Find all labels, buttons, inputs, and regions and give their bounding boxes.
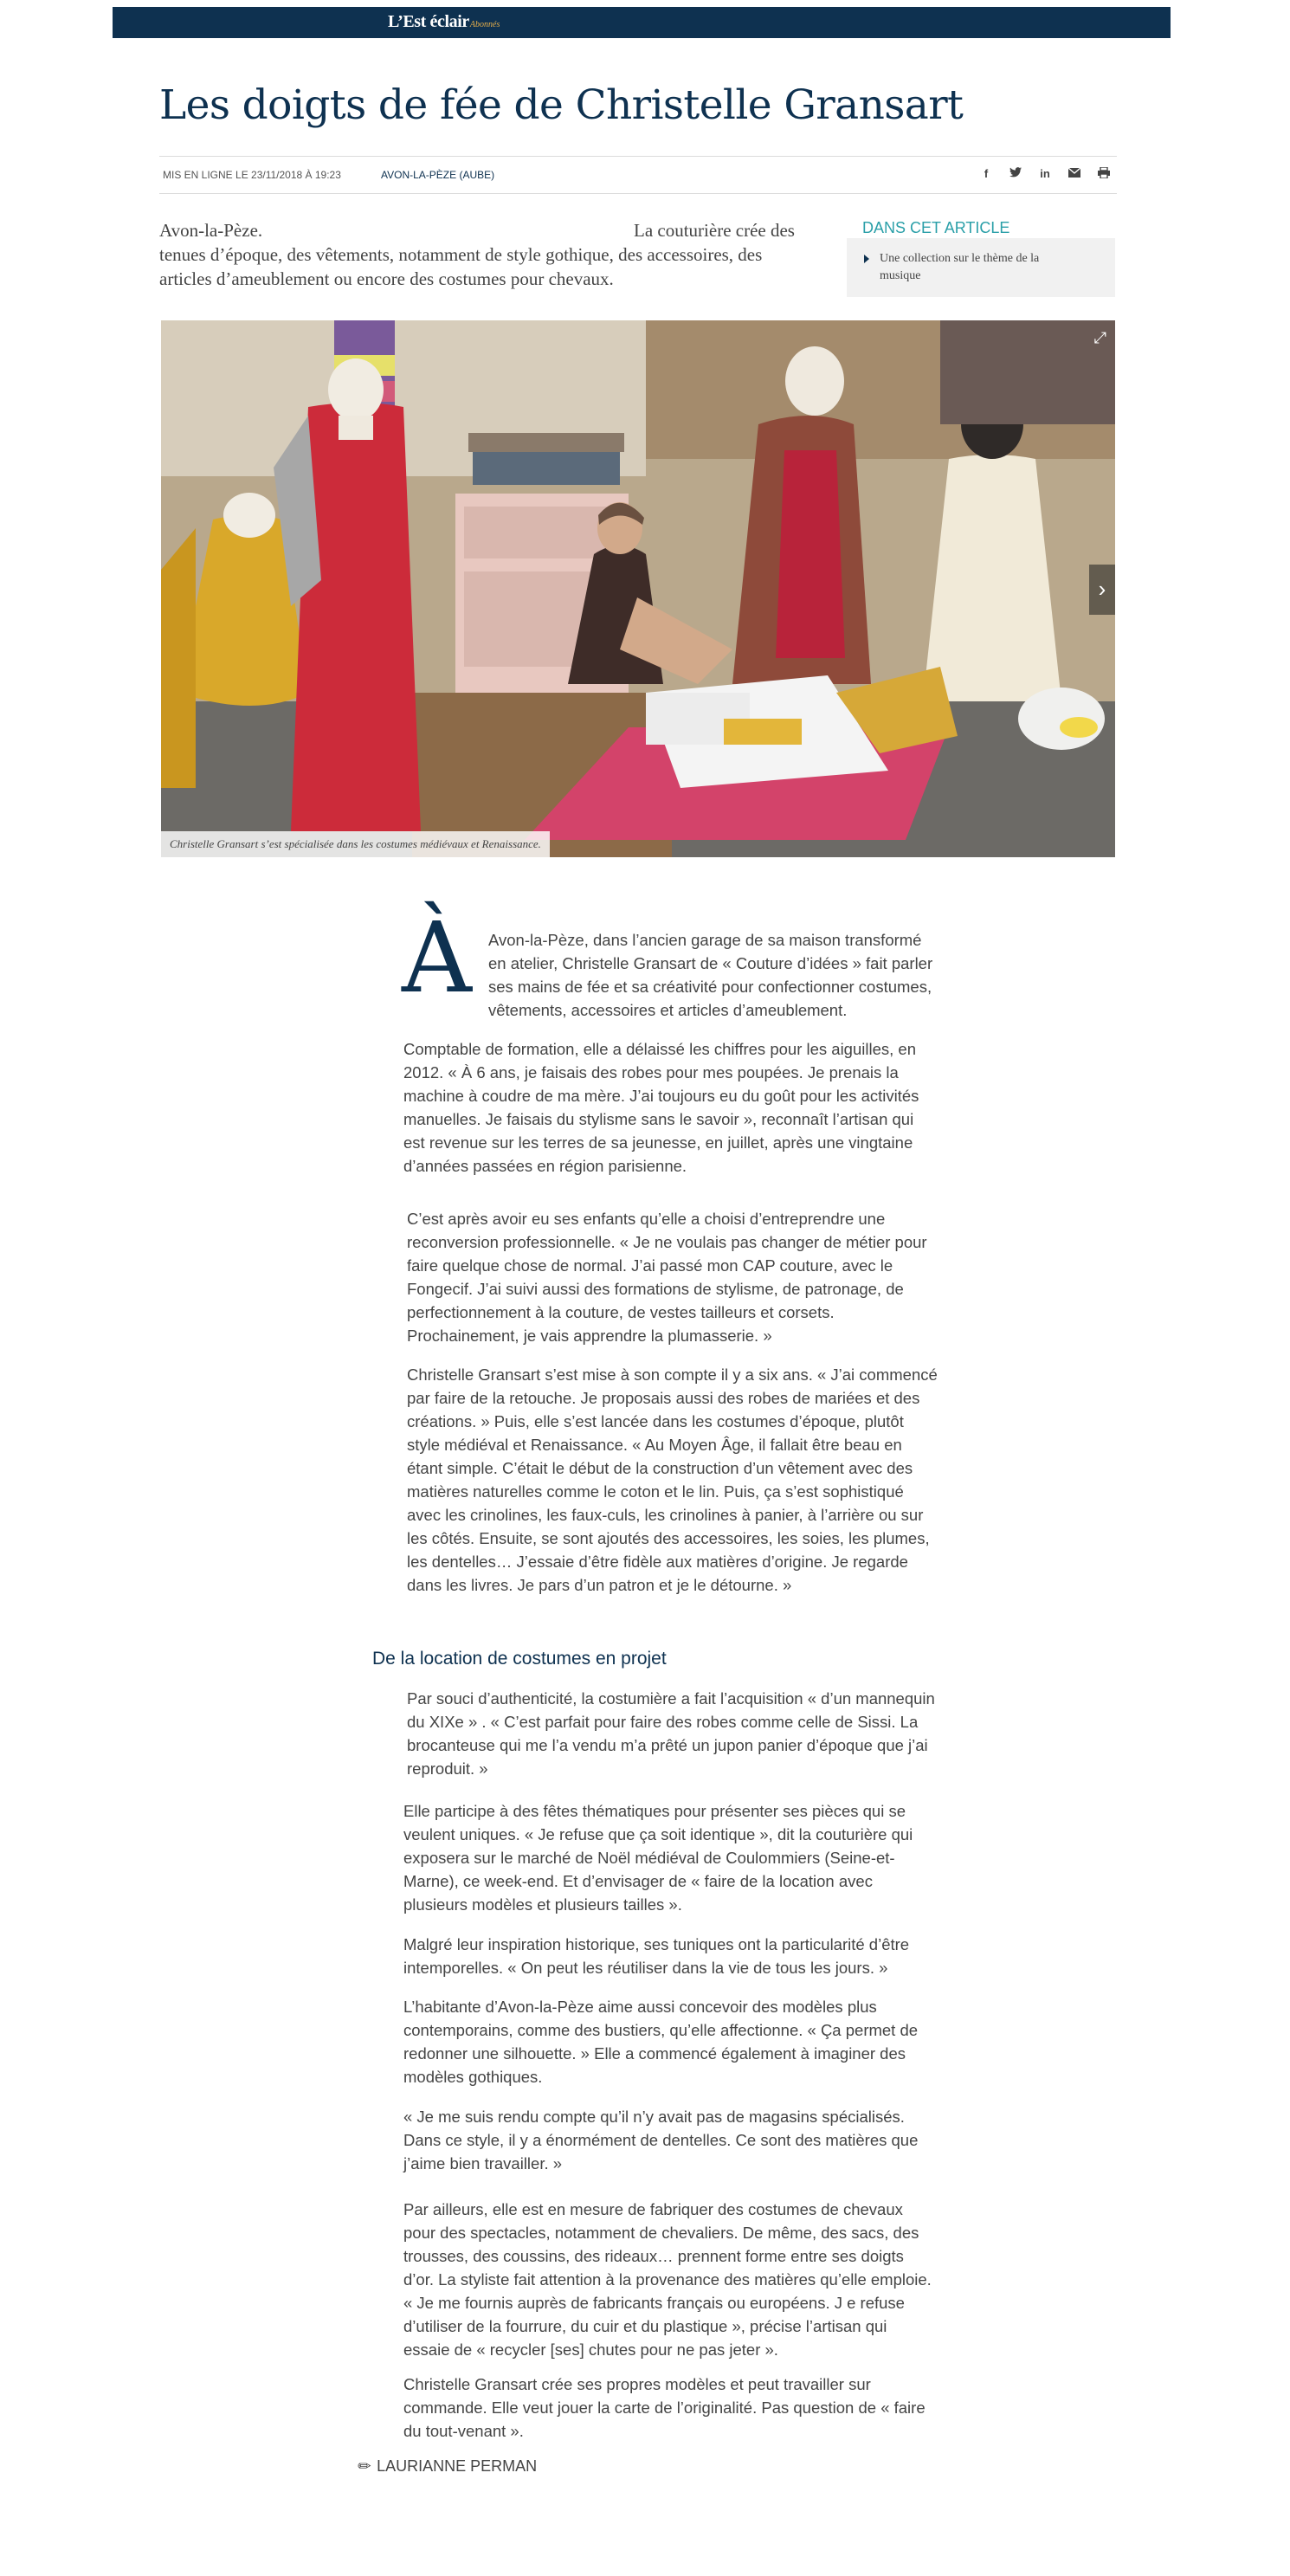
- article-photo[interactable]: [161, 320, 1115, 857]
- twitter-icon[interactable]: [1008, 167, 1023, 181]
- mail-icon[interactable]: [1067, 167, 1082, 181]
- paragraph: C’est après avoir eu ses enfants qu’elle a choisi d’entreprendre une reconversion professionnelle. « Je ne voulais pas changer de métier pour faire quelque chose de normal. J’ai passé mon CAP couture, avec le Fongecif. J’ai suivi aussi des formations de stylisme, de patronage, de perfectionnement à la couture, de vestes tailleurs et corsets. Prochainement, je vais apprendre la plumasserie. »: [407, 1210, 927, 1345]
- lead-text: La couturière crée des tenues d’époque, des vêtements, notamment de style gothique, des accessoires, des articles d’ameublement ou encore des costumes pour chevaux.: [159, 220, 795, 289]
- print-icon[interactable]: [1096, 167, 1112, 181]
- paragraph: Christelle Gransart s’est mise à son compte il y a six ans. « J’ai commencé par faire de la retouche. Je proposais aussi des robes de mariées et des créations. » Puis, elle s’est lancée dans les costumes d’époque, plutôt style médiéval et Renaissance. « Au Moyen Âge, il fallait être beau en étant simple. C’était le début de la construction d’un vêtement avec des matières naturelles comme le coton et le lin. Puis, ça s’est sophistiqué avec les crinolines, les faux-culs, les crinolines à panier, à l’arrière ou sur les côtés. Ensuite, se sont ajoutés des accessoires, les soies, les plumes, les dentelles… J’essaie d’être fidèle aux matières d’origine. Je regarde dans les livres. Je pars d’un patron et je le détourne. »: [407, 1365, 938, 1594]
- paragraph: Par souci d’authenticité, la costumière a fait l’acquisition « d’un mannequin du XIXe » . « C’est parfait pour faire des robes comme celle de Sissi. La brocanteuse qui me l’a vendu m’a prêté un jupon panier d’époque que j’ai reproduit. »: [407, 1689, 935, 1778]
- publish-date: MIS EN LIGNE LE 23/11/2018 À 19:23: [163, 169, 341, 181]
- share-icons: [978, 167, 1112, 181]
- paragraph: Christelle Gransart crée ses propres modèles et peut travailler sur commande. Elle veut jouer la carte de l’originalité. Pas question de « faire du tout-venant ».: [403, 2375, 926, 2440]
- logo-subscribers: Abonnés: [469, 20, 500, 29]
- facebook-icon[interactable]: f: [984, 167, 989, 180]
- section-subheading: De la location de costumes en projet: [372, 1649, 667, 1669]
- linkedin-icon[interactable]: in: [1040, 167, 1050, 180]
- paragraph: Avon-la-Pèze, dans l’ancien garage de sa maison transformé en atelier, Christelle Gransart de « Couture d’idées » fait parler ses mains de fée et sa créativité pour confectionner costumes, vêtements, accessoires et articles d’ameublement.: [488, 931, 933, 1019]
- in-this-article-box: [847, 219, 1115, 297]
- location-link[interactable]: AVON-LA-PÈZE (AUBE): [381, 169, 495, 181]
- paragraph: Par ailleurs, elle est en mesure de fabriquer des costumes de chevaux pour des spectacles, notamment de chevaliers. De même, des sacs, des trousses, des coussins, des rideaux… prennent forme entre ses doigts d’or. La styliste fait attention à la provenance des matières qu’elle emploie. « Je me fournis auprès de fabricants français ou européens. J e refuse d’utiliser de la fourrure, du cuir et du plastique », précise l’artisan qui essaie de « recycler [ses] chutes pour ne pas jeter ».: [403, 2200, 932, 2359]
- paragraph: L’habitante d’Avon-la-Pèze aime aussi concevoir des modèles plus contemporains, comme des bustiers, qu’elle affectionne. « Ça permet de redonner une silhouette. » Elle a commencé également à imaginer des modèles gothiques.: [403, 1998, 919, 2086]
- article-meta-bar: [159, 156, 1117, 194]
- article-title: Les doigts de fée de Christelle Gransart: [159, 81, 964, 129]
- site-logo[interactable]: [388, 12, 500, 32]
- article-lead: [159, 218, 802, 291]
- paragraph: Malgré leur inspiration historique, ses tuniques ont la particularité d’être intemporelles. « On peut les réutiliser dans la vie de tous les jours. »: [403, 1935, 910, 1977]
- author-name: LAURIANNE PERMAN: [377, 2457, 538, 2475]
- workshop-photo-illustration: [161, 320, 1115, 857]
- logo-name: L’Est éclair: [388, 12, 469, 31]
- triangle-bullet-icon: [864, 255, 869, 263]
- author-byline: [353, 2455, 538, 2477]
- in-this-article-link[interactable]: Une collection sur le thème de la musique: [880, 252, 1040, 282]
- in-this-article-title: DANS CET ARTICLE: [862, 219, 1010, 236]
- top-banner: [113, 7, 1171, 38]
- paragraph: Elle participe à des fêtes thématiques pour présenter ses pièces qui se veulent uniques. « Je refuse que ça soit identique », dit la couturière qui exposera sur le marché de Noël médiéval de Coulommiers (Seine-et-Marne), ce week-end. Et d’envisager de « faire de la location avec plusieurs modèles et plusieurs tailles ».: [403, 1802, 913, 1914]
- paragraph: Comptable de formation, elle a délaissé les chiffres pour les aiguilles, en 2012. « À 6 ans, je faisais des robes pour mes poupées. Je prenais la machine à coudre de ma mère. J’ai toujours eu du goût pour les activités manuelles. Je faisais du stylisme sans le savoir », reconnaît l’artisan qui est revenue sur les terres de sa jeunesse, en juillet, après une vingtaine d’années passées en région parisienne.: [403, 1040, 919, 1175]
- lead-place: Avon-la-Pèze.: [159, 220, 263, 241]
- photo-caption: Christelle Gransart s’est spécialisée dans les costumes médiévaux et Renaissance.: [161, 831, 550, 857]
- pencil-icon: ✎: [353, 2455, 376, 2477]
- drop-cap: À: [402, 902, 472, 1015]
- in-this-article-list: [847, 238, 1115, 297]
- expand-icon[interactable]: ⤢: [1093, 329, 1106, 346]
- paragraph: « Je me suis rendu compte qu’il n’y avait pas de magasins spécialisés. Dans ce style, il y a énormément de dentelles. Ce sont des matières que j’aime bien travailler. »: [403, 2108, 919, 2172]
- chevron-right-icon[interactable]: ›: [1089, 565, 1115, 615]
